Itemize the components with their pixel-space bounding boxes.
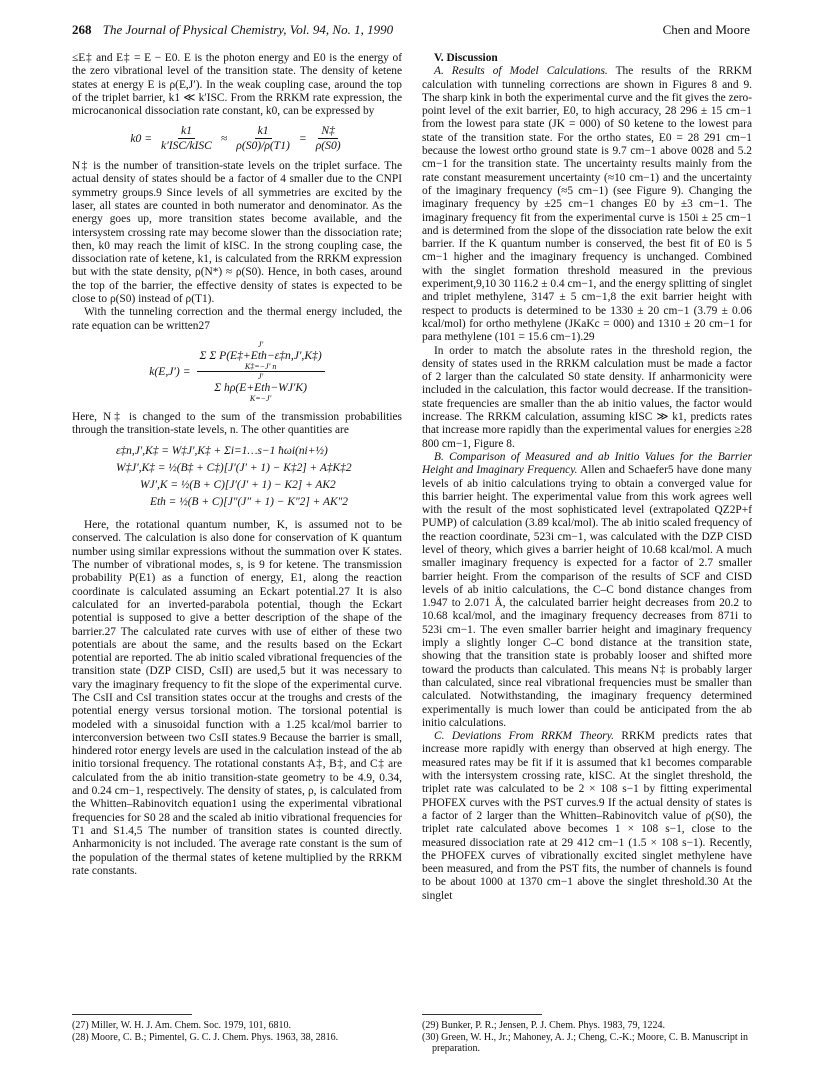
paragraph-text: RRKM predicts rates that increase more rapidly with energy than observed at high energy. The measured rates may be fit if it is assumed that k1 becomes comparable with the intersystem crossing rate, kISC. At the singlet threshold, the triplet rate was calculated to be 2 × 108 s−1 by fitting experimental PHOFEX curves with the PST curves.9 If the actual density of states is a factor of 2 larger than the Whitten–Rabinovitch value of ρ(S0), the triplet rate calculated above becomes 1 × 108 s−1, close to the measured dissociation rate at 29 412 cm−1 (1.5 × 108 s−1). Recently, the PHOFEX curves of vibrationally excited singlet methylene have been measured, and from the PST fits, the number of channels is found to be about 1000 at 1370 cm−1 above the singlet threshold.30 At the singlet (422, 730, 752, 902)
subsection-title: A. Results of Model Calculations. (434, 65, 608, 78)
equation-k0 (72, 124, 402, 152)
equation-block (72, 443, 402, 511)
paragraph (422, 451, 752, 730)
equation-line: WJ′,K = ½(B + C)[J′(J′ + 1) − K2] + AK2 (140, 479, 336, 492)
fraction (158, 124, 215, 152)
footnotes-right (422, 1020, 752, 1055)
sum-lower-limit: K=−J′ (249, 393, 272, 403)
numerator: N‡ (318, 124, 338, 138)
footnote: (27) Miller, W. H. J. Am. Chem. Soc. 1979, 101, 6810. (72, 1020, 292, 1031)
denominator: ρ(S0)/ρ(T1) (236, 138, 290, 152)
sum-upper-limit: J′ (257, 372, 264, 382)
paragraph-text: The results of the RRKM calculation with tunneling corrections are shown in Figures 8 and 9. The sharp kink in both the experimental curve and the fit gives the zero-point level of the exit barrier, E0, to high accuracy, 28 296 ± 15 cm−1 from the lowest para state (JK = 000) of S0 ketene to the lowest para state of the transition state. For the ortho states, E0 = 28 291 cm−1 because the lowest ortho ground state is 9.7 cm−1 above 0028 and 5.2 cm−1 for the transition state. The uncertainty results mainly from the rate constant measurement uncertainty (≈10 cm−1) and the uncertainty of the imaginary frequency (≈5 cm−1) (see Figure 9). Changing the imaginary frequency by ±25 cm−1 changes E0 by ±3 cm−1. The imaginary frequency fit from the experimental curve is 150i ± 25 cm−1 and is determined from the slope of the dissociation rate below the exit barrier. If the K quantum number is conserved, the best fit of E0 is 5 cm−1 higher and the imaginary frequency is unchanged. Combined with the singlet formation threshold measured in the previous experiment,9,10 30 116.2 ± 0.4 cm−1, and the energy splitting of singlet and triplet methylene, 3147 ± 5 cm−1,8 the exit barrier height with respect to products is determined to be 1330 ± 20 cm−1 (3.79 ± 0.06 kcal/mol) for ortho methylene (JKaKc = 000) and 1310 ± 20 cm−1 for para methylene (101 = 15.6 cm−1).29 (422, 65, 752, 344)
footnote-rule (422, 1014, 542, 1015)
numerator: k1 (255, 124, 272, 138)
footnotes-left (72, 1020, 402, 1043)
paragraph (422, 65, 752, 344)
subsection-title: C. Deviations From RRKM Theory. (434, 730, 614, 743)
left-column (72, 52, 402, 878)
equation-line: ε‡n,J′,K‡ = W‡J′,K‡ + Σi=1…s−1 ħωi(ni+½) (116, 445, 328, 458)
equation-line: W‡J′,K‡ = ½(B‡ + C‡)[J′(J′ + 1) − K‡2] + A‡K‡2 (116, 462, 352, 475)
paragraph: Here, N‡ is changed to the sum of the transmission probabilities through the transition-state levels, n. The other quantities are (72, 410, 402, 436)
running-header (72, 22, 750, 42)
fraction (197, 341, 325, 403)
journal-title: The Journal of Physical Chemistry, Vol. 94, No. 1, 1990 (102, 22, 394, 37)
paragraph: ≤E‡ and E‡ = E − E0. E is the photon energy and E0 is the energy of the zero vibrational level of the transition state. The density of ketene states at energy E is ρ(E,J′). In the weak coupling case, around the top of the triplet barrier, k1 ≪ k′ISC. From the RRKM rate expression, the microcanonical dissociation rate constant, k0, can be expressed by (72, 52, 402, 118)
sum-expression: Σ hρ(E+Eth−WJ′K) (214, 381, 308, 395)
fraction (233, 124, 293, 152)
sum-expression: Σ Σ P(E‡+Eth−ε‡n,J′,K‡) (199, 348, 322, 362)
approx-sign: ≈ (220, 131, 228, 145)
equation-lhs: k(E,J′) = (149, 365, 191, 379)
equation-line: Eth = ½(B + C)[J″(J″ + 1) − K″2] + AK″2 (150, 496, 348, 509)
paragraph: With the tunneling correction and the thermal energy included, the rate equation can be written27 (72, 306, 402, 332)
footnote: (28) Moore, C. B.; Pimentel, G. C. J. Chem. Phys. 1963, 38, 2816. (72, 1031, 339, 1043)
paragraph (422, 730, 752, 903)
equation-lhs: k0 = (130, 131, 153, 145)
right-column (422, 52, 752, 903)
footnote-rule (72, 1014, 192, 1015)
denominator: k′ISC/kISC (161, 138, 212, 152)
equals-sign: = (298, 131, 307, 145)
numerator: k1 (178, 124, 195, 138)
denominator: ρ(S0) (315, 138, 341, 152)
section-heading: V. Discussion (434, 52, 498, 64)
fraction (313, 124, 344, 152)
footnote: (30) Green, W. H., Jr.; Mahoney, A. J.; Cheng, C.-K.; Moore, C. B. Manuscript in preparation. (422, 1031, 748, 1055)
sum-upper-limit: J′ (257, 339, 264, 349)
paragraph-text: Allen and Schaefer5 have done many levels of ab initio calculations trying to obtain a converged value for this barrier height. The experimental value from this work agrees well with the result of the most sophisticated level (extrapolated QZ2P+f PUMP) of calculation (3.89 kcal/mol). The ab initio scaled frequency of the reaction coordinate, 523i cm−1, was calculated with the DZP CISD level of theory, which gives a barrier height of 10.68 kcal/mol. A much smaller imaginary frequency is expected for a factor of 2.7 smaller barrier height. From the comparison of the results of SCF and CISD levels of ab initio calculations, the C–C bond distance changes from 1.947 to 2.071 Å, the calculated barrier height decreases from 20.2 to 10.68 kcal/mol, and the imaginary frequency decreases from 871i to 523i cm−1. The even smaller barrier height and imaginary frequency imply a slightly longer C–C bond distance at the transition state, showing that the transition state is probably looser and shifted more toward the products than calculated. This means N‡ is probably larger than calculated, since real vibrational frequencies must be smaller than calculated. Notwithstanding, the imaginary frequency determined experimentally is much lower than could be anticipated from the ab initio calculations. (422, 464, 752, 729)
running-authors: Chen and Moore (662, 22, 750, 37)
paragraph: In order to match the absolute rates in the threshold region, the density of states used in the RRKM calculation must be made a factor of 2 larger than the calculated S0 state density. If anharmonicity were included in the calculation, this factor would decrease. If the transition-state frequencies are smaller than the ab initio values, the factor would increase. The RRKM calculation, assuming kISC ≫ k1, predicts rates that increase more rapidly than the experimental values for energies ≥28 800 cm−1, Figure 8. (422, 344, 752, 450)
equation-rate (72, 341, 402, 403)
denominator (211, 372, 310, 402)
paragraph: Here, the rotational quantum number, K, is assumed not to be conserved. The calculation is also done for conservation of K quantum number using similar expressions without the summation over K states. The number of vibrational modes, s, is 9 for ketene. The transmission probability P(E1) as a function of energy, E1, along the reaction coordinate is calculated assuming an Eckart potential.27 It is also calculated for an inverted-parabola potential, though the Eckart potential is supposed to give a better description of the shape of the barrier.27 The calculated rate curves with use of either of these two potentials are about the same, and the results based on the Eckart potential are reported. The ab initio scaled vibrational frequencies of the transition state (DZP CISD, CsII) are used,5 but it was necessary to vary the imaginary frequency to fit the slope of the experimental curve. The CsII and CsI transition states occur at the troughs and crests of the potential energy versus torsional motion. The torsional potential is modeled with a sinusoidal function with a 1.25 kcal/mol barrier to interconversion between two CsII states.9 Because the barrier is small, hindered rotor energy levels are used in the calculation instead of the ab initio torsional frequency. The rotational constants A‡, B‡, and C‡ are calculated from the ab initio transition-state geometry to be 4.9, 0.34, and 0.24 cm−1, respectively. The density of states, ρ, is calculated from the Whitten–Rabinovitch equation1 using the experimental vibrational frequencies for S0 28 and the scaled ab initio vibrational frequencies for T1 and S1.4,5 The number of transition states is counted directly. Anharmonicity is not included. The average rate constant is the sum of the population of the thermal states of ketene multiplied by the RRKM rate constants. (72, 519, 402, 877)
paragraph: N‡ is the number of transition-state levels on the triplet surface. The actual density of states should be a factor of 4 smaller due to the CNPI symmetry groups.9 Since levels of all symmetries are excited by the laser, all states are counted in both numerator and denominator. As the energy goes up, more transition states become available, and the intersystem crossing rate may become slower than the dissociation rate; then, k0 may reach the limit of kISC. In the strong coupling case, the dissociation rate of ketene, k1, is calculated from the RRKM expression but with the state density, ρ(N*) ≈ ρ(S0). Hence, in both cases, around the top of the barrier, the effective density of states is expected to be close to ρ(S0) instead of ρ(T1). (72, 160, 402, 306)
sum-lower-limit: K‡=−J′ n (244, 362, 277, 372)
page-number: 268 (72, 22, 92, 37)
footnote: (29) Bunker, P. R.; Jensen, P. J. Chem. Phys. 1983, 79, 1224. (422, 1020, 665, 1031)
subsection-title: B. Comparison of Measured and ab Initio Values for the Barrier Height and Imaginary Frequency. (422, 450, 752, 477)
numerator (197, 341, 325, 372)
